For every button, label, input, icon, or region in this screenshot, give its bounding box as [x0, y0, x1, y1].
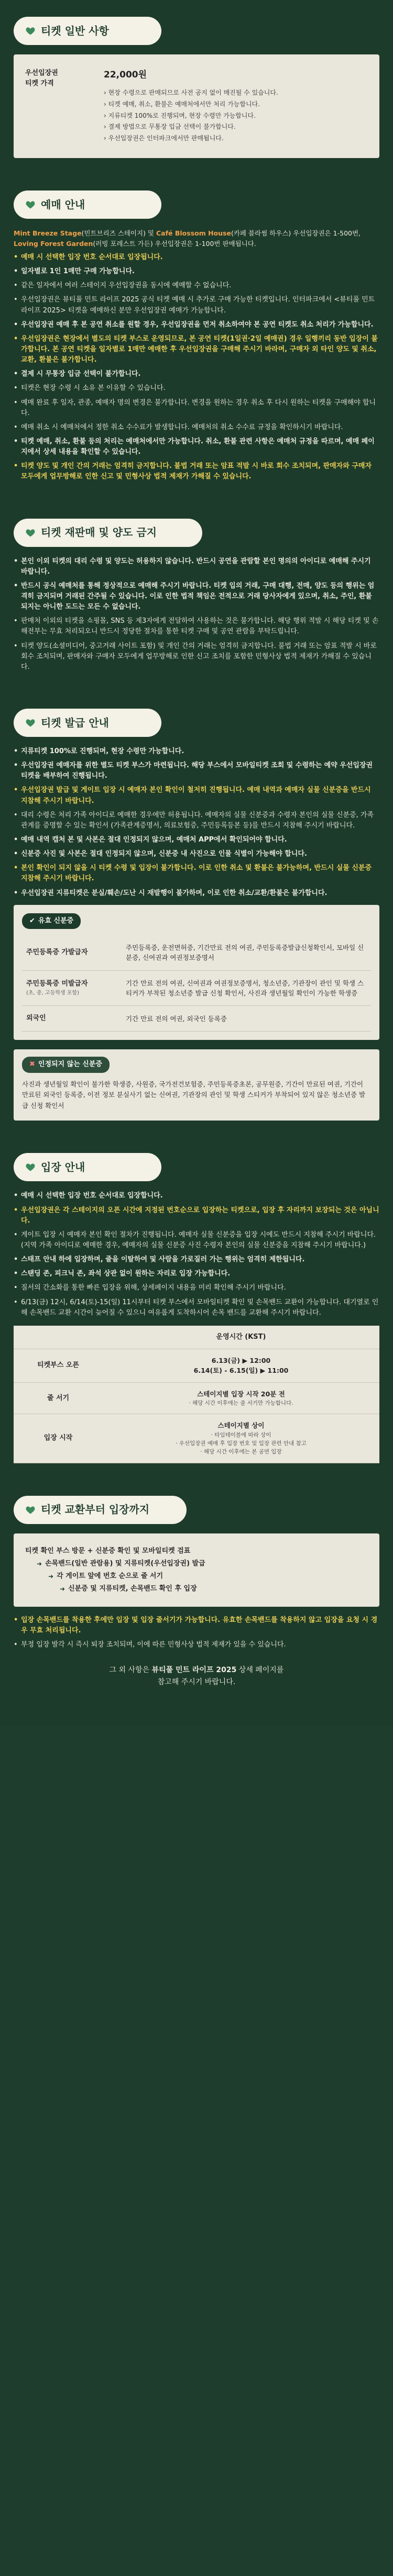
- list-item: • 티켓은 현장 수령 시 소유 본 이유할 수 있습니다.: [14, 383, 379, 394]
- list-item: • 예매 시 선택한 입장 번호 순서대로 입장합니다.: [14, 1191, 379, 1201]
- section-title-text: 예매 안내: [41, 198, 85, 211]
- section-title-text: 티켓 재판매 및 양도 금지: [41, 526, 157, 539]
- heart-icon: [25, 718, 36, 728]
- valid-id-pill: ✔ 유효 신분증: [22, 913, 81, 929]
- price-card: [14, 54, 379, 158]
- table-row: 외국인 기간 만료 전의 여권, 외국인 등록증: [22, 1006, 371, 1032]
- list-item: • 우선입장권 예매 후 본 공연 취소를 원할 경우, 우선입장권을 먼저 취소하여야 본 공연 티켓도 취소 처리가 가능합니다.: [14, 320, 379, 330]
- entry-list: [14, 1191, 379, 1318]
- booking-intro: Mint Breeze Stage(민트브리즈 스테이지) 및 Café Blossom House(카페 블라썸 하우스) 우선입장권은 1-500번, Loving Forest Garden(러빙 포레스트 가든) 우선입장권은 1-100번 판매됩니다.: [14, 229, 361, 248]
- table-row: 줄 서기 스테이지별 입장 시작 20분 전 · 해당 시간 이후에는 줄 서기만 가능합니다.: [14, 1382, 379, 1414]
- list-item: • 지류티켓 100%로 진행되며, 현장 수령만 가능합니다.: [14, 746, 379, 757]
- general-note: › 우선입장권은 인터파크에서만 판매됩니다.: [104, 134, 224, 142]
- section-title-resale: [14, 519, 202, 547]
- list-item: • 우선입장권은 현장에서 별도의 티켓 부스로 운영되므로, 본 공연 티켓(1일권·2일 예매권) 경우 일행끼리 동반 입장이 불가합니다. 본 공연 티켓을 일자별로 1매만 예매한 후 우선입장권을 구매해 주시기 바라며, 구매자 외 타인 양도 및 취소, 교환, 환불은 불가합니다.: [14, 334, 379, 365]
- section-general: [0, 0, 393, 174]
- list-item: • 예매 내역 캡처 본 및 사본은 절대 인정되지 않으며, 예매처 APP에서 확인되어야 합니다.: [14, 835, 379, 845]
- section-booking: [0, 174, 393, 501]
- list-item: • 신분증 사진 및 사본은 절대 인정되지 않으며, 신분증 내 사진으로 인물 식별이 가능해야 합니다.: [14, 849, 379, 859]
- heart-icon: [25, 199, 36, 210]
- booking-list: [14, 252, 379, 483]
- list-item: • 일자별로 1인 1매만 구매 가능합니다.: [14, 266, 379, 277]
- table-row: 입장 시작 스테이지별 상이 · 타임테이블에 따라 상이 · 우선입장권 예매 후 입장 번호 및 입장 관련 안내 참고 · 해당 시간 이후에는 본 공연 입장: [14, 1414, 379, 1463]
- heart-icon: [25, 528, 36, 538]
- list-item: • 6/13(금) 12시, 6/14(토)-15(일) 11시부터 티켓 부스에서 모바일티켓 확인 및 손목밴드 교환이 가능합니다. 대기열로 인해 손목밴드 교환 시간이 늦어질 수 있으니 여유롭게 도착하시어 손목 밴드를 교환해 주시기 바랍니다.: [14, 1297, 379, 1318]
- section-title-issue: [14, 709, 161, 737]
- list-item: • 티켓 예매, 취소, 환불 등의 처리는 예매처에서만 가능합니다. 취소, 환불 관련 사항은 예매처 규정을 따르며, 예매 페이지에서 상세 내용을 확인할 수 있습니다.: [14, 436, 379, 457]
- issue-list: [14, 746, 379, 899]
- section-issue: [0, 692, 393, 1136]
- heart-icon: [25, 26, 36, 36]
- general-note: › 지류티켓 100%로 진행되며, 현장 수령만 가능합니다.: [104, 111, 256, 119]
- list-item: • 예매 시 선택한 입장 번호 순서대로 입장됩니다.: [14, 252, 379, 263]
- table-row: 주민등록증 미발급자 (초, 중, 고등학생 포함) 기간 만료 전의 여권, 신여권과 여권정보증명서, 청소년증, 기관장이 관인 및 학생 스티커가 부착된 청소년증 발급 신청 확인서, 사진과 생년월일 확인이 가능한 학생증: [22, 970, 371, 1006]
- list-item: • 우선입장권 예매자를 위한 별도 티켓 부스가 마련됩니다. 해당 부스에서 모바일티켓 조회 및 수령하는 예약 우선입장권 티켓을 배부하여 진행됩니다.: [14, 760, 379, 781]
- section-title-text: 티켓 발급 안내: [41, 716, 109, 729]
- arrow-right-icon: ➜: [37, 1560, 42, 1567]
- list-item: • 티켓 양도(소셜미디어, 중고거래 사이트 포함) 및 개인 간의 거래는 엄격히 금지합니다. 불법 거래 또는 암표 적발 시 바로 회수 조치되며, 판매자와 구매자 모두에게 업무방해로 인한 신고 조치를 포함한 민형사상 법적 제재가 가해질 수 있습니다.: [14, 641, 379, 673]
- list-item: • 게이트 입장 시 예매자 본인 확인 절차가 진행됩니다. 예매자 실물 신분증을 입장 시에도 반드시 지참해 주시기 바랍니다. (지역 가족 아이디로 예매한 경우, 예매자의 실물 신분증 사진 수령자 본인의 실물 신분증을 지참해 주시기 바랍니다.): [14, 1230, 379, 1251]
- list-item: • 스태프 안내 하에 입장하며, 줄을 이탈하여 및 사람을 가로질러 가는 행위는 엄격히 제한됩니다.: [14, 1255, 379, 1265]
- invalid-id-text: 사진과 생년월일 확인이 불가한 학생증, 사원증, 국가전건보험증, 주민등록증초본, 공무원증, 기간이 만료된 여권, 기간이 만료된 외국인 등록증, 이전 정보 분실사기 없는 신여권, 기관장의 관인 및 학생 스티커가 부착되어 있지 않은 청소년증 발급 신청 확인서: [22, 1080, 366, 1110]
- invalid-id-box: [14, 1049, 379, 1121]
- flow-step: ➜ 손목밴드(일반 관람용) 및 지류티켓(우선입장권) 발급: [25, 1559, 368, 1569]
- list-item: • 우선입장권은 각 스테이지의 오픈 시간에 지정된 번호순으로 입장하는 티켓으로, 입장 후 자리까지 보장되는 것은 아닙니다.: [14, 1205, 379, 1226]
- section-title-text: 티켓 일반 사항: [41, 24, 109, 37]
- list-item: • 입장 손목밴드를 착용한 후에만 입장 및 입장 줄서기가 가능합니다. 유효한 손목밴드를 착용하지 않고 입장을 요청 시 경우 무효 처리됩니다.: [14, 1615, 379, 1636]
- heart-icon: [25, 1162, 36, 1172]
- flow-step: 티켓 확인 부스 방문 + 신분증 확인 및 모바일티켓 검표: [25, 1547, 191, 1555]
- invalid-id-pill: ✖ 인정되지 않는 신분증: [22, 1057, 110, 1072]
- section-title-entry: [14, 1153, 161, 1181]
- flow-step: ➜ 각 게이트 앞에 번호 순으로 줄 서기: [25, 1571, 368, 1582]
- price-label: 우선입장권 티켓 가격: [25, 69, 58, 88]
- list-item: • 본인 이외 티켓의 대리 수령 및 양도는 허용하지 않습니다. 반드시 공연을 관람할 본인 명의의 아이디로 예매해 주시기 바랍니다.: [14, 556, 379, 577]
- arrow-right-icon: ➜: [48, 1572, 54, 1580]
- flow-box: [14, 1533, 379, 1607]
- heart-icon: [25, 1505, 36, 1515]
- list-item: • 우선입장권 발급 및 게이트 입장 시 예매자 본인 확인이 철저히 진행됩니다. 예매 내역과 예매자 실물 신분증을 반드시 지참해 주시기 바랍니다.: [14, 785, 379, 806]
- check-icon: ✔: [29, 916, 35, 925]
- table-row: [14, 1326, 379, 1349]
- arrow-right-icon: ➜: [60, 1585, 66, 1593]
- list-item: • 대리 수령은 처리 가족 아이디로 예매한 경우에만 허용됩니다. 예매자의 실물 신분증과 수령자 본인의 실물 신분증, 가족관계를 증명할 수 있는 확인서 (가족관계증명서, 의료보험증, 주민등록등본 등)를 반드시 지참해 주시기 바랍니다.: [14, 810, 379, 831]
- list-item: • 부정 입장 발각 시 즉시 퇴장 조치되며, 이에 따른 민형사상 법적 제재가 있을 수 있습니다.: [14, 1640, 379, 1650]
- flow-list: [14, 1615, 379, 1650]
- section-entry: [0, 1136, 393, 1479]
- list-item: • 본인 확인이 되지 않을 시 티켓 수령 및 입장이 불가합니다. 이로 인한 취소 및 환불은 불가능하며, 반드시 실물 신분증 지참해 주시기 바랍니다.: [14, 863, 379, 884]
- section-title-booking: [14, 191, 161, 219]
- footer-note: 그 외 사항은 뷰티풀 민트 라이프 2025 상세 페이지를 참고해 주시기 바랍니다.: [109, 1665, 284, 1687]
- section-flow: [0, 1479, 393, 1705]
- general-note: › 티켓 예매, 취소, 환불은 예매처에서만 처리 가능합니다.: [104, 100, 260, 108]
- list-item: • 우선입장권 지류티켓은 분실/훼손/도난 시 재발행이 불가하며, 이로 인한 취소/교환/환불은 불가합니다.: [14, 888, 379, 899]
- schedule-table: [14, 1326, 379, 1463]
- table-row: 티켓부스 오픈 6.13(금) ▶ 12:00 6.14(토) - 6.15(일) ▶ 11:00: [14, 1349, 379, 1383]
- cross-icon: ✖: [29, 1060, 35, 1069]
- list-item: • 판매처 이외의 티켓을 쇼핑몰, SNS 등 제3자에게 전달하여 사용하는 것은 불가합니다. 해당 행위 적발 시 해당 티켓 및 손해전부는 무효 처리되오니 반드시 정당한 절차를 통한 티켓 구매 및 공연 관람을 부탁드립니다.: [14, 616, 379, 637]
- section-title-flow: [14, 1496, 187, 1524]
- section-title-text: 입장 안내: [41, 1160, 85, 1173]
- schedule-title: 운영시간 (KST): [103, 1326, 379, 1349]
- valid-id-box: [14, 905, 379, 1040]
- list-item: • 예매 완료 후 일자, 관종, 예매자 명의 변경은 불가합니다. 변경을 원하는 경우 취소 후 다시 원하는 티켓을 구매해야 합니다.: [14, 398, 379, 419]
- flow-step: ➜ 신분증 및 지류티켓, 손목밴드 확인 후 입장: [25, 1584, 368, 1594]
- list-item: • 스탠딩 존, 피크닉 존, 좌석 상관 없이 원하는 자리로 입장 가능합니다.: [14, 1269, 379, 1279]
- list-item: • 결제 시 무통장 입금 선택이 불가합니다.: [14, 369, 379, 379]
- general-note: › 결제 방법으로 무통장 입금 선택이 불가합니다.: [104, 123, 236, 131]
- general-note: › 현장 수령으로 판매되므로 사전 공지 없이 매진될 수 있습니다.: [104, 89, 278, 97]
- price-value: 22,000원: [104, 70, 147, 80]
- list-item: • 티켓 양도 및 개인 간의 거래는 엄격히 금지합니다. 불법 거래 또는 암표 적발 시 바로 회수 조치되며, 판매자와 구매자 모두에게 업무방해로 인한 신고 및 민형사상 법적 제재가 가해질 수 있습니다.: [14, 461, 379, 482]
- table-row: 주민등록증 가발급자 주민등록증, 운전면허증, 기간만료 전의 여권, 주민등록증발급신청확인서, 모바일 신분증, 신여권과 여권정보증명서: [22, 935, 371, 970]
- section-resale: [0, 502, 393, 692]
- list-item: • 질서의 간소화를 통한 빠른 입장을 위해, 상세페이지 내용을 미리 확인해 주시기 바랍니다.: [14, 1283, 379, 1293]
- resale-list: [14, 556, 379, 673]
- list-item: • 반드시 공식 예매처를 통해 정상적으로 예매해 주시기 바랍니다. 티켓 입의 거래, 구매 대행, 전매, 양도 등의 행위는 엄격히 금지되며 거래된 간주될 수 있습니다. 이로 인한 법적 책임은 전적으로 거래 당사자에게 있으며, 취소, 주인, 환불 되지는 아니한 도드는 모든 수 없습니다.: [14, 581, 379, 612]
- section-title-text: 티켓 교환부터 입장까지: [41, 1503, 150, 1516]
- section-title-general: [14, 17, 161, 45]
- list-item: • 같은 일자에서 여러 스테이지 우선입장권을 동시에 예매할 수 없습니다.: [14, 281, 379, 291]
- valid-id-table: [22, 935, 371, 1032]
- list-item: • 우선입장권은 뷰티풀 민트 라이프 2025 공식 티켓 예매 시 추가로 구매 가능한 티켓입니다. 인터파크에서 <뷰티풀 민트 라이프 2025> 티켓을 예매하신 분만 우선입장권 예매가 가능합니다.: [14, 295, 379, 316]
- list-item: • 예매 취소 시 예매처에서 정한 취소 수수료가 발생합니다. 예매처의 취소 수수료 규정을 확인하시기 바랍니다.: [14, 422, 379, 433]
